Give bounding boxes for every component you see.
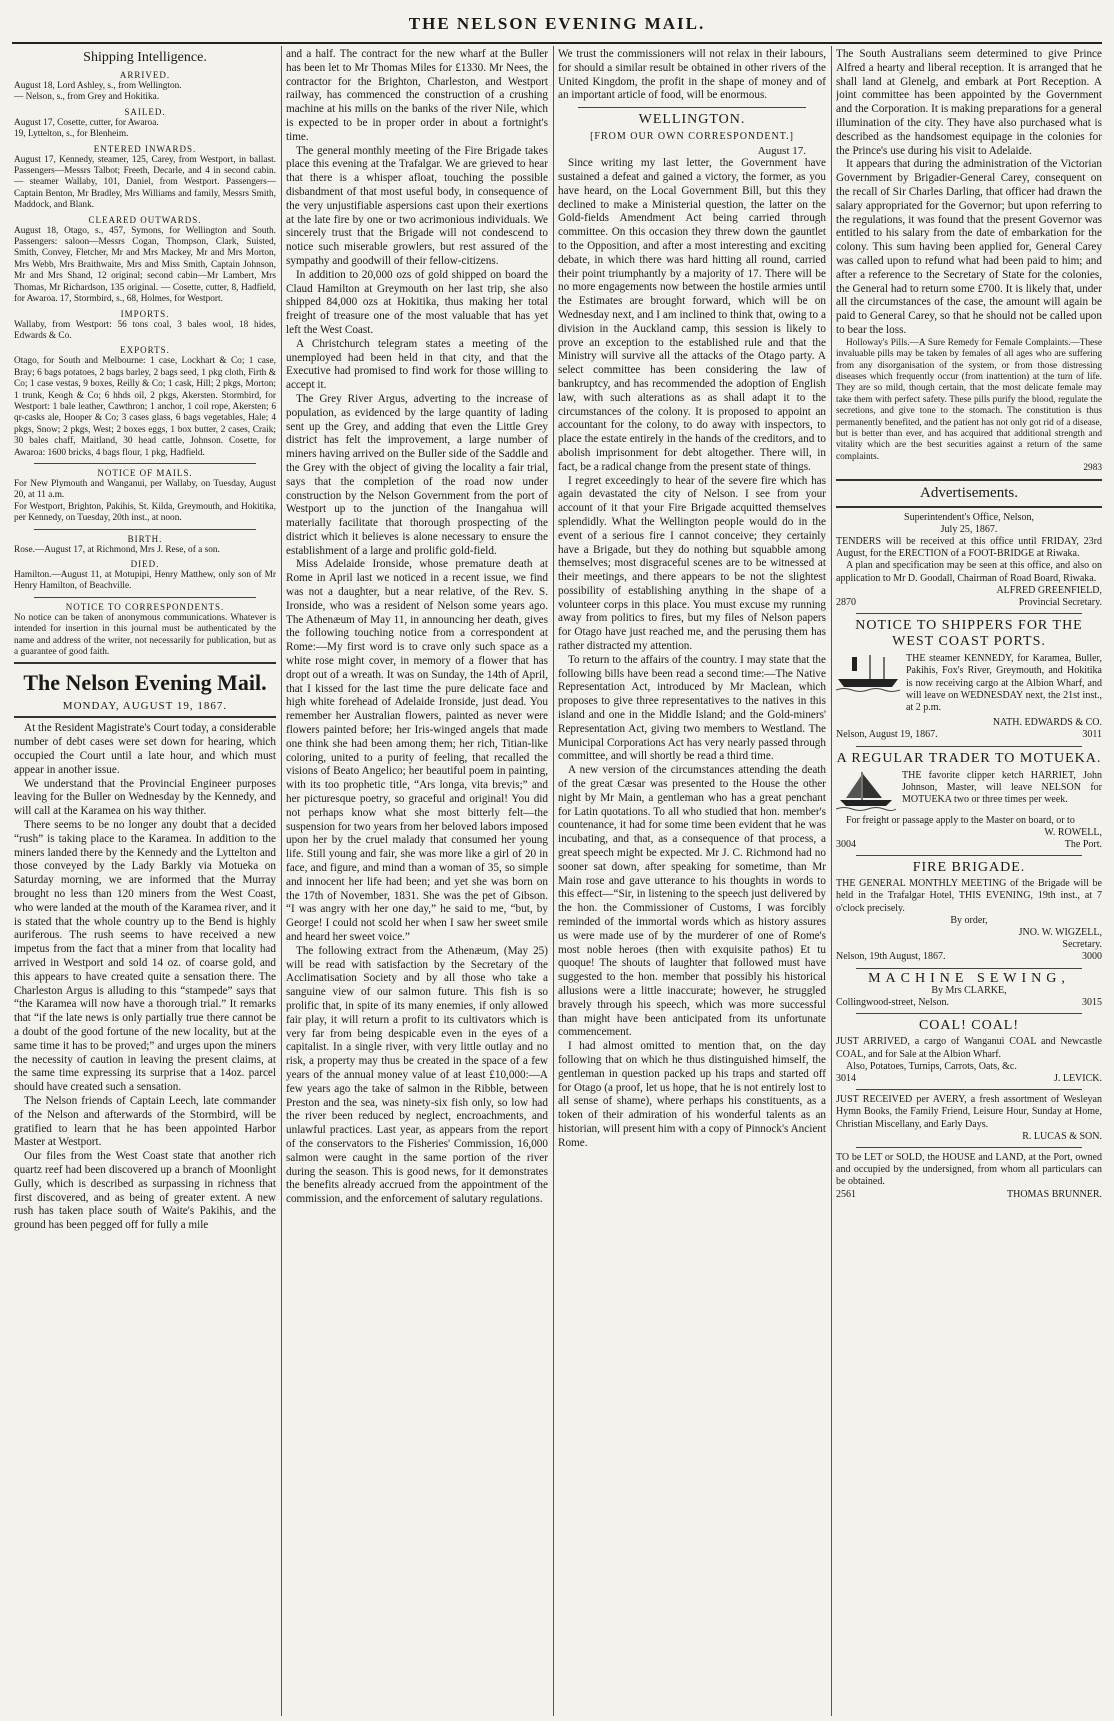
tender-role: Provincial Secretary. <box>1018 597 1102 609</box>
brigade-order: By order, <box>950 914 988 926</box>
coal-ad <box>836 1036 1102 1085</box>
article-col3 <box>558 48 826 103</box>
ad-number: 3014 <box>836 1072 856 1084</box>
tender-text: TENDERS will be received at this office until FRIDAY, 23rd August, for the ERECTION of a FOOT-BRIDGE at Riwaka. <box>836 536 1102 560</box>
divider <box>836 506 1102 508</box>
article-col1 <box>14 722 276 1232</box>
tender-text-2: A plan and specification may be seen at this office, and also on application to Mr D. Goodall, Chairman of Road Board, Riwaka. <box>836 560 1102 584</box>
coal-sign: J. LEVICK. <box>1053 1072 1102 1084</box>
correspondents-text: No notice can be taken of anonymous communications. Whatever is intended for insertion in this journal must be authenticated by the name and address of the writer, not necessarily for publication, but as a guarantee of good faith. <box>14 612 276 658</box>
byline: [FROM OUR OWN CORRESPONDENT.] <box>590 131 794 143</box>
steamer-ship-icon <box>836 653 900 693</box>
sailed-item: August 17, Cosette, cutter, for Awaroa. <box>14 117 159 128</box>
sailed-item: 19, Lyttelton, s., for Blenheim. <box>14 129 129 140</box>
mail-item: For Westport, Brighton, Pakihis, St. Kilda, Greymouth, and Hokitika, per Kennedy, on Tuesday, 20th inst., at noon. <box>14 501 276 524</box>
article-paragraph: At the Resident Magistrate's Court today, a considerable number of debt cases were set down for hearing, which occupied the Court until a late hour, and which must appear in another issue. <box>14 722 276 776</box>
brigade-text: THE GENERAL MONTHLY MEETING of the Brigade will be held in the Trafalgar Hotel, THIS EVENING, 19th inst., at 7 o'clock precisely. <box>836 878 1102 914</box>
divider <box>856 1089 1082 1090</box>
trader-text: THE favorite clipper ketch HARRIET, John Johnson, Master, will leave NELSON for MOTUEKA two or three times per week. <box>902 769 1102 806</box>
coal-heading: COAL! COAL! <box>918 1018 1020 1034</box>
advertisements-heading: Advertisements. <box>920 484 1018 501</box>
tender-date: July 25, 1867. <box>940 523 998 535</box>
article-paragraph: A new version of the circumstances attending the death of the great Cæsar was presented to the House the other night by Mr Main, a gentleman who has a great penchant for Latin quotations. To all who studied that hon. member's countenance, it had for some time been evident that he was incubating, and that, as a consequence of that process, a great speech might be expected. Mr J. C. Richmond had no sooner sat down, after speaking for sometime, than Mr Main rose and gave utterance to his thoughts in words to this effect—“Sir, in listening to the speech just delivered by the hon. the Commissioner of Customs, I was forcibly reminded of the immortal words which as history assures us were made use of by the murderer of one of Rome's most noble heroes (then with exquisite pathos) Et tu quoque! The shouts of laughter that followed must have suggested to the hon. member that possibly his historical allusions were a little inaccurate; however, he struggled bravely through his speech, which was more successful than might have been anticipated from its unfortunate commencement. <box>558 764 826 1039</box>
article-paragraph: Miss Adelaide Ironside, whose premature death at Rome in April last we noticed in a recent issue, we find was not a daughter, but a near relative, of the Rev. S. Ironside, who was a resident of Nelson some years ago. The Athenæum of May 11, in announcing her death, gives the following touching notice from a correspondent at Rome:—My first word is to crave only such space as a white rose might cover, in memory of a flower that has dropt out of a wreath. It was on Sunday, the 14th of April, that I kissed for the last time the pure delicate face and high white forehead of Adelaide Ironside, just dead. You remember her Australian flowers, painted as never were flowers painted before; her Iris-winged angels that made one think she had been among them; her rich, Titian-like coloring, united to a purity of feeling, that recalled the visions of Beato Angelico; her beautiful poem in painting, with its too prophetic title, “Ars longa, vita brevis;” and her picturesque poetry, so graceful and original! You did not perhaps know what she most bitterly felt—the suspension for two years from her beloved labors imposed upon her by the cruel malady that consumed her young life. Still young and fair, she was more like a girl of 20 in face, and figure, and mind than a woman of 35, so simple and innocent her life had been; and yet she was born on the 17th of November, 1831. She was the pet of Gibson. “I was angry with her one day,” he said to me, “but, by George! I could not scold her when I saw her sweet smile and heard her sweet voice.” <box>286 558 548 943</box>
avery-ad <box>836 1094 1102 1143</box>
trader-role: The Port. <box>1064 839 1102 851</box>
mails-heading: NOTICE OF MAILS. <box>97 467 193 478</box>
arrived-item: August 18, Lord Ashley, s., from Wellington. <box>14 81 182 91</box>
birth-text: Rose.—August 17, at Richmond, Mrs J. Rese, of a son. <box>14 544 220 555</box>
let-ad <box>836 1152 1102 1201</box>
article-paragraph: The Grey River Argus, adverting to the increase of population, as evidenced by the large quantity of lading sent up the Grey, and adding that even the Little Grey district has felt the improvement, a large number of miners having arrived on the Buller side of the Saddle and the Grey with the object of giving the locality a fair trial, says that the completion of the road now under construction by the Nelson Government from the port of Westport up to the junction of the Inangahua will materially facilitate that thorough prospecting of the district which it believes is alone necessary to ensure the establishment of a large and prolific gold-field. <box>286 392 548 557</box>
dateline: August 17. <box>757 145 806 158</box>
wellington-heading: WELLINGTON. <box>638 112 746 128</box>
died-text: Hamilton.—August 11, at Motupipi, Henry Matthew, only son of Mr Henry Hamilton, of Beachville. <box>14 570 276 592</box>
article-paragraph: We trust the commissioners will not relax in their labours, for should a similar result be obtained in other rivers of the United Kingdom, the profit in the shape of money and of an important article of food, will be enormous. <box>558 48 826 102</box>
article-paragraph: The Nelson friends of Captain Leech, late commander of the Nelson and afterwards of the Stormbird, will be gratified to learn that he has been appointed Harbor Master at Westport. <box>14 1094 276 1149</box>
divider <box>34 597 256 598</box>
ketch-ship-icon <box>836 770 896 812</box>
holloway-ad: Holloway's Pills.—A Sure Remedy for Female Complaints.—These invaluable pills may be taken by females of all ages who are suffering from any disorganisation of the system, or from those distressing diseases which frequently occur (from inattention) at the turn of life. They are so mild, though certain, that the most delicate female may take them with perfect safety. These pills purify the blood, regulate the secretions, and give tone to the stomach. The constitution is thus permanently benefited, and the patient has not only got rid of a disease, but is better than ever, and has acquired that additional strength and vitality which are the best securities against a return of the same complaints. <box>836 337 1102 462</box>
sewing-ad <box>836 970 1102 1010</box>
entered-heading: ENTERED INWARDS. <box>93 143 197 154</box>
masthead: THE NELSON EVENING MAIL. <box>408 14 706 33</box>
article-paragraph: The general monthly meeting of the Fire Brigade takes place this evening at the Trafalgar. We are grieved to hear that there is a whisper afloat, touching the possible disbandment of that most useful body, in consequence of the very unjustifiable aspersions cast upon their exertions at the late fire by one or two acrimonious individuals. We sincerely trust that the Brigade will not condescend to notice such miserable growlers, but rest assured of the sympathy and goodwill of their fellow-citizens. <box>286 144 548 267</box>
arrived-list <box>14 81 276 104</box>
column-2 <box>286 48 548 1207</box>
tender-office: Superintendent's Office, Nelson, <box>904 511 1034 523</box>
exports-heading: EXPORTS. <box>120 345 170 356</box>
tender-sign: ALFRED GREENFIELD, <box>996 584 1102 596</box>
article-col2 <box>286 48 548 1207</box>
shippers-text: THE steamer KENNEDY, for Karamea, Buller, Pakihis, Fox's River, Greymouth, and Hokitika is now receiving cargo at the Albion Wharf, and will leave on WEDNESDAY next, the 21st inst., at 2 p.m. <box>906 653 1102 714</box>
cleared-heading: CLEARED OUTWARDS. <box>88 214 202 225</box>
article-paragraph: In addition to 20,000 ozs of gold shipped on board the Claud Hamilton at Greymouth on her last trip, she also shipped 84,000 ozs at Hokitika, thus making her total freight of treasure one of the most valuable that has yet left the West Coast. <box>286 268 548 336</box>
divider <box>34 529 256 530</box>
ad-number: 2561 <box>836 1188 856 1200</box>
article-paragraph: It appears that during the administration of the Victorian Government by Brigadier-General Carey, consequent on the recall of Sir Charles Darling, that officer had drawn the salary appropriated for the Governor; but upon referring to the regulations, it was found that the present Governor was entitled to his salary from the date of embarkation for the colony. This sum having been applied for, General Carey was called upon to refund what had been paid to him; and after a reference to the Secretary of State for the colonies, the General had to return some £700. It is likely that, under all the circumstances of the case, the amount will again be paid to General Carey, so that he should not be called upon to bear the loss. <box>836 158 1102 336</box>
sewing-heading: MACHINE SEWING, <box>868 970 1070 986</box>
divider <box>856 1013 1082 1014</box>
article-paragraph: The following extract from the Athenæum, (May 25) will be read with satisfaction by the Secretary of the Acclimatisation Society and by all those who take a sanguine view of our salmon future. This fish is so prolific that, in spite of its many enemies, if only allowed fair play, it will return a profit to its cultivators which is very far from being despicable even in the eyes of a capitalist. In a single river, with very little outlay and no risk, a property may thus be created in the space of a few years of the annual money value of at least £10,000:—A few years ago the take of salmon in the Ribble, between Preston and the sea, was ninety-six fish only, so low had the river been reduced by neglect, encroachments, and unlawful practices. Last year, as appears from the report of the conservators to the Fisheries' Commission, 16,000 salmon were caught in the same portion of the river during the season. This is good news, for it demonstrates the benefits already accrued from the appointment of the commission, and the enforcement of salutary regulations. <box>286 944 548 1206</box>
mails-list <box>14 479 276 525</box>
tender-ad <box>836 512 1102 610</box>
divider <box>856 746 1082 747</box>
shippers-ad <box>836 653 1102 714</box>
imports-text: Wallaby, from Westport: 56 tons coal, 3 bales wool, 18 hides, Edwards & Co. <box>14 319 276 341</box>
divider <box>578 107 806 108</box>
imports-heading: IMPORTS. <box>120 308 170 319</box>
avery-text: JUST RECEIVED per AVERY, a fresh assortment of Wesleyan Hymn Books, the Family Friend, Leisure Hour, Sunday at Home, Christian Miscellany, and Early Days. <box>836 1094 1102 1130</box>
article-col4 <box>836 48 1102 338</box>
article-paragraph: I had almost omitted to mention that, on the day following that on which he thus distinguished himself, the gentleman in question packed up his traps and started off for Otago (a proof, let us hope, that he is not entirely lost to all sense of shame), where perhaps his constituents, as a token of their admiration of his wonderful talents as an historian, will present him with a copy of Pinnock's Ancient Rome. <box>558 1040 826 1149</box>
column-divider <box>831 46 832 1716</box>
brigade-role: Secretary. <box>1062 939 1102 951</box>
ad-number: 2870 <box>836 597 856 609</box>
brigade-ad <box>836 878 1102 963</box>
trader-heading: A REGULAR TRADER TO MOTUEKA. <box>836 750 1102 766</box>
issue-date: MONDAY, AUGUST 19, 1867. <box>62 700 228 713</box>
shippers-sign: NATH. EDWARDS & CO. <box>992 717 1102 729</box>
column-1 <box>14 48 276 1233</box>
died-heading: DIED. <box>130 559 160 569</box>
correspondents-heading: NOTICE TO CORRESPONDENTS. <box>65 601 225 612</box>
avery-sign: R. LUCAS & SON. <box>1022 1130 1102 1142</box>
divider <box>856 1147 1082 1148</box>
ad-number: 2983 <box>1083 463 1102 474</box>
article-paragraph: A Christchurch telegram states a meeting of the unemployed had been held in that city, and that the Executive had promised to find work for those willing to accept it. <box>286 337 548 392</box>
entered-text: August 17, Kennedy, steamer, 125, Carey, from Westport, in ballast. Passengers—Messrs Talbot; Freeth, Decarle, and 4 in second cabin. — steamer Wallaby, 101, Daniel, from Westport. Passengers—Captain Benton, Mr Bradley, Mrs Williams and family, Messrs Smith, Maddock, and Blank. <box>14 154 276 211</box>
sewing-by: By Mrs CLARKE, <box>931 984 1007 996</box>
divider <box>34 463 256 464</box>
arrived-heading: ARRIVED. <box>119 70 171 80</box>
ad-number: 3011 <box>1082 729 1102 741</box>
coal-text: JUST ARRIVED, a cargo of Wanganui COAL and Newcastle COAL, and for Sale at the Albion Wharf. <box>836 1036 1102 1060</box>
mail-item: For New Plymouth and Wanganui, per Wallaby, on Tuesday, August 20, at 11 a.m. <box>14 478 276 501</box>
trader-ad <box>836 770 1102 812</box>
article-paragraph: Our files from the West Coast state that another rich quartz reef had been discovered up a branch of Moonlight Gully, which is described as surpassing in richness that first discovered, and as being of greater extent. A new rush has taken place south of Waite's Pakihis, and the ground has been pegged off for fully a mile <box>14 1150 276 1232</box>
sewing-address: Collingwood-street, Nelson. <box>836 997 950 1009</box>
divider <box>856 613 1082 614</box>
cleared-text: August 18, Otago, s., 457, Symons, for Wellington and South. Passengers: saloon—Messrs Cogan, Thompson, Clark, Suisted, Smith, Convey, Fletcher, Mr and Mrs Mackey, Mr and Mrs Morton, Mrs Webb, Mrs Braithwaite, Mrs and Miss Smith, Captain Johnson, Mr and Mrs Shand, 12 original; second cabin—Mr Lambert, Mrs Thomas, Mr Richardson, 135 original. — Cosette, cutter, 8, Hadfield, for Awaroa. 17, Stormbird, s., 68, Holmes, for Westport. <box>14 225 276 305</box>
sailed-heading: SAILED. <box>124 106 166 117</box>
let-text: TO be LET or SOLD, the HOUSE and LAND, at the Port, owned and occupied by the undersigned, from whom all particulars can be obtained. <box>836 1151 1102 1188</box>
trader-text-2: For freight or passage apply to the Master on board, or to <box>846 814 1075 826</box>
shippers-heading: NOTICE TO SHIPPERS FOR THE WEST COAST PORTS. <box>855 618 1083 650</box>
arrived-item: — Nelson, s., from Grey and Hokitika. <box>14 92 160 103</box>
wellington-letter <box>558 157 826 1150</box>
shippers-place: Nelson, August 19, 1867. <box>836 729 938 741</box>
exports-text: Otago, for South and Melbourne: 1 case, Lockhart & Co; 1 case, Bray; 6 bags potatoes, 2 bags barley, 2 bags seed, 1 pkg cloth, Firth & Co; 1 case vestas, 9 boxes, Reilly & Co; 1 cask, Hill; 2 pkgs, Morton; 1 trunk, Keogh & Co; 6 hhds oil, 2 pkgs, Akersten. Stormbird, for Westport: 1 bale leather, Cawthron; 1 anchor, 1 coil rope, Akersten; 6 qr-casks ale, Hooper & Co; 3 cases glass, 6 bags vegetables, Hale; 4 pkgs, Snow; 2 pkgs, West; 2 boxes eggs, 1 box butter, 2 cases, Craik; 30 bales chaff, Maitland, 30 head cattle, Johnson. Cosette, for Awaroa: 1600 bricks, 4 bags flour, 1 pkg, Hadfield. <box>14 356 276 458</box>
article-paragraph: To return to the affairs of the country. I may state that the following bills have been read a second time:—The Native Representation Act, introduced by Mr Maclean, which proposes to give three representatives to the natives in this island and one in the Middle Island; and the Gold-miners' Representation Act, giving two members to Westland. The Municipal Corporations Act has very nearly passed through committee, and will shortly be read a third time. <box>558 653 826 763</box>
brigade-place: Nelson, 19th August, 1867. <box>836 951 946 963</box>
brigade-sign: JNO. W. WIGZELL, <box>1018 927 1102 939</box>
article-paragraph: I regret exceedingly to hear of the severe fire which has again devastated the city of Nelson. I see from your account of it that your Fire Brigade acquitted themselves splendidly. What the Wellington people would do in the event of a serious fire I cannot conceive; they certainly have a Brigade, but they do nothing but squabble among themselves; most disgraceful scenes are to be witnessed at their meetings, and there appears to be not the slightest possibility of establishing anything in the shape of a volunteer corps in this place. You must excuse my running away from politics to fires, but my files of Nelson papers for Otago have just reached me, and the perusing them has rather distracted my attention. <box>558 474 826 653</box>
birth-heading: BIRTH. <box>127 533 163 544</box>
column-divider <box>281 46 282 1716</box>
shipping-heading: Shipping Intelligence. <box>83 50 207 65</box>
column-4 <box>836 48 1102 1201</box>
sailed-list <box>14 118 276 141</box>
divider <box>836 479 1102 481</box>
divider <box>14 716 276 718</box>
brigade-heading: FIRE BRIGADE. <box>912 860 1026 876</box>
divider <box>14 662 276 664</box>
ad-number: 3000 <box>1082 951 1102 963</box>
paper-title: The Nelson Evening Mail. <box>23 670 267 696</box>
divider <box>856 855 1082 856</box>
top-rule <box>12 42 1102 44</box>
coal-text-2: Also, Potatoes, Turnips, Carrots, Oats, &c. <box>846 1060 1017 1072</box>
article-paragraph: We understand that the Provincial Engineer purposes leaving for the Buller on Wednesday by the Kennedy, and will call at the Karamea on his way thither. <box>14 777 276 818</box>
article-paragraph: and a half. The contract for the new wharf at the Buller has been let to Mr Thomas Miles for £1330. Mr Nees, the contractor for the Brighton, Charleston, and Westport railway, has commenced the construction of a crushing machine at his mills on the banks of the river Nile, which is expected to be in proper order in about a fortnight's time. <box>286 48 548 143</box>
ad-number: 3015 <box>1082 997 1102 1009</box>
column-3 <box>558 48 826 1151</box>
article-paragraph: There seems to be no longer any doubt that a decided “rush” is taking place to the Karamea. In addition to the miners landed there by the Kennedy and the Lyttelton and those conveyed by the Lady Barkly via Motueka on Saturday morning, we are informed that the Murray brought no less than 120 miners from the West Coast, who were landed at the mouth of the Karamea river, and it is stated that the whole country up to the Bend is highly auriferous. The rush seems to have received a new impetus from the fact that a miner from that locality had arrived in Westport and sold 14 oz. of coarse gold, and this appears to have created quite a sensation there. The Charleston Argus is alluding to this “stampede” says that “the Karamea will now have a thorough trial.” It remarks that “if the late news is only partially true there cannot be a doubt of the good fortune of the new locality, but at the same time it has to be proved;” and urges upon the miners the necessity of caution in leaving the present claims, at the same time expressing its surprise that a 14oz. parcel should have created such a sensation. <box>14 819 276 1094</box>
ad-number: 3004 <box>836 839 856 851</box>
divider <box>856 968 1082 969</box>
column-divider <box>553 46 554 1716</box>
article-paragraph: Since writing my last letter, the Government have sustained a defeat and gained a victory, the former, as you have heard, on the Local Government Bill, but this they declined to make a Ministerial question, the latter on the Gold-fields Amendment Act being carried through committee. On this occasion they threw down the gauntlet to the Opposition, and after a most interesting and exciting debate, in which there was hard hitting all round, carried their point triumphantly by a majority of 17. There will be no more engagements now between the hostile armies until the Estimates are brought forward, which will be on Wednesday next, and I am inclined to think that, owing to a division in the Auckland camp, this session is likely to prove an exception to the established rule and that the Ministry will survive all the attacks of the Otago party. A select committee has been considering the law of bankruptcy, and has recommended the adoption of English law, with such alterations as as shall adapt it to the circumstances of the colony. It is proposed to appoint an accountant for the colony, to do away with inspectors, to place the estate entirely in the hands of the creditors, and to abolish imprisonment for debt altogether. There will, in fact, be a radical change from the present state of things. <box>558 157 826 473</box>
let-sign: THOMAS BRUNNER. <box>1006 1188 1102 1200</box>
article-paragraph: The South Australians seem determined to give Prince Alfred a hearty and liberal reception. It is arranged that he shall land at Glenelg, and embark at Port Reception. A joint committee has been appointed by the Government and the Corporation. It is making preparations for a general illumination of the city. They have also purchased what is described as the handsomest equipage in the colonies for the Prince's use during his visit to Adelaide. <box>836 48 1102 157</box>
trader-sign: W. ROWELL, <box>1044 826 1102 838</box>
